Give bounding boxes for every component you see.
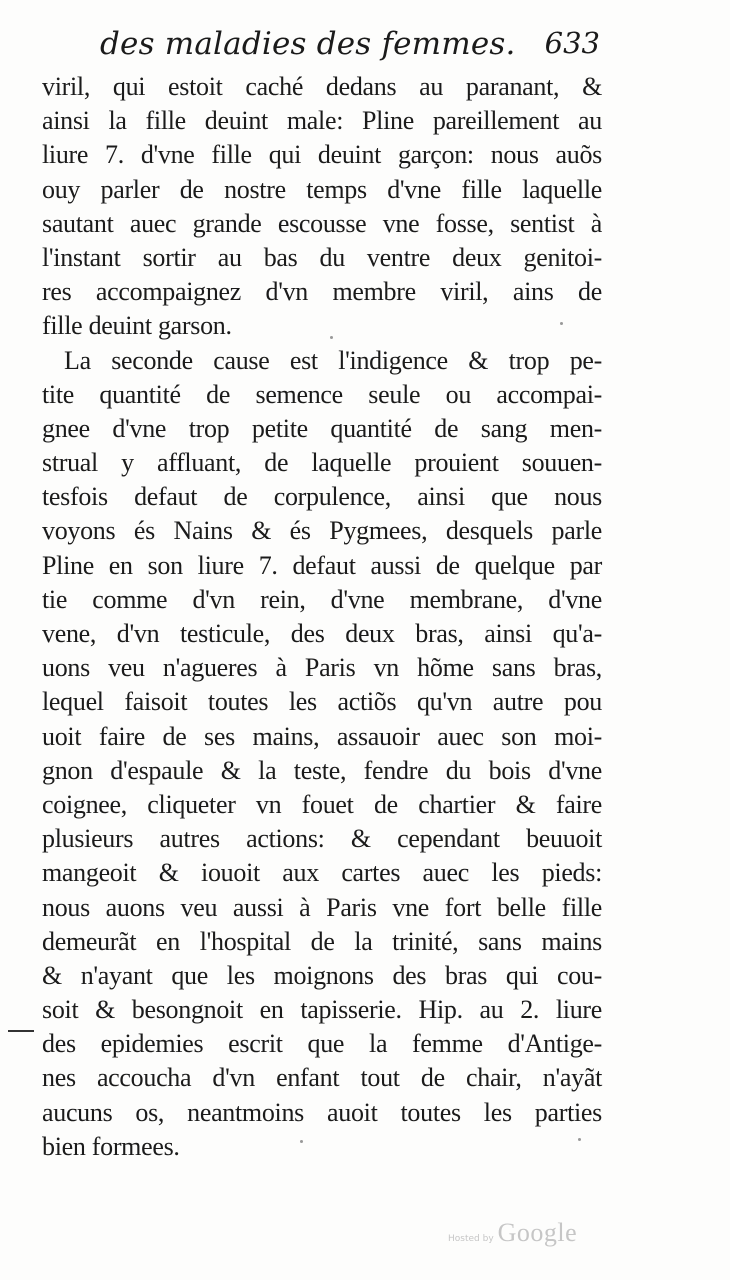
text-line-14: voyons és Nains & és Pygmees, desquels parle: [42, 516, 602, 546]
google-logo: Google: [497, 1218, 578, 1247]
hosted-by-label: Hosted by: [448, 1234, 494, 1244]
text-line-20: uoit faire de ses mains, assauoir auec son moi-: [42, 721, 602, 751]
text-line-7: res accompaignez d'vn membre viril, ains de: [42, 277, 602, 307]
text-line-23: plusieurs autres actions: & cependant beuuoit: [42, 824, 602, 854]
text-line-6: l'instant sortir au bas du ventre deux genitoi-: [42, 242, 602, 272]
text-line-13: tesfois defaut de corpulence, ainsi que nous: [42, 482, 602, 512]
text-line-26: demeurãt en l'hospital de la trinité, sans mains: [42, 926, 602, 956]
running-head: des maladies des femmes.: [100, 26, 516, 62]
page-header: [100, 26, 600, 70]
text-line-17: vene, d'vn testicule, des deux bras, ainsi qu'a-: [42, 619, 602, 648]
text-line-10: tite quantité de semence seule ou accompai-: [42, 379, 602, 409]
ink-speck: [560, 322, 563, 325]
text-line-4: ouy parler de nostre temps d'vne fille laquelle: [42, 174, 602, 204]
text-line-32: bien formees.: [42, 1131, 180, 1161]
google-watermark: [448, 1218, 598, 1252]
ink-speck: [300, 1140, 303, 1143]
ink-speck: [578, 1138, 581, 1141]
text-line-3: liure 7. d'vne fille qui deuint garçon: nous auõs: [42, 140, 602, 170]
margin-mark: [8, 1030, 34, 1032]
text-line-25: nous auons veu aussi à Paris vne fort belle fille: [42, 892, 602, 922]
text-line-5: sautant auec grande escousse vne fosse, sentist à: [42, 208, 602, 238]
text-line-30: nes accoucha d'vn enfant tout de chair, n'ayãt: [42, 1063, 602, 1093]
text-line-12: strual y affluant, de laquelle prouient souuen-: [42, 448, 602, 478]
text-line-15: Pline en son liure 7. defaut aussi de quelque par: [42, 550, 602, 580]
text-line-31: aucuns os, neantmoins auoit toutes les parties: [42, 1097, 602, 1127]
text-line-19: lequel faisoit toutes les actiõs qu'vn autre pou: [42, 687, 602, 717]
text-line-8: fille deuint garson.: [42, 311, 232, 341]
text-line-28: soit & besongnoit en tapisserie. Hip. au 2. liure: [42, 995, 602, 1025]
text-line-21: gnon d'espaule & la teste, fendre du bois d'vne: [42, 755, 602, 785]
text-line-16: tie comme d'vn rein, d'vne membrane, d'vne: [42, 584, 602, 614]
text-line-9: La seconde cause est l'indigence & trop pe-: [64, 345, 602, 375]
text-line-27: & n'ayant que les moignons des bras qui cou-: [42, 960, 602, 990]
text-line-24: mangeoit & iouoit aux cartes auec les pieds:: [42, 858, 602, 888]
text-line-22: coignee, cliqueter vn fouet de chartier & faire: [42, 789, 602, 819]
page-number: 633: [544, 26, 600, 60]
ink-speck: [330, 336, 333, 339]
text-line-2: ainsi la fille deuint male: Pline pareillement au: [42, 106, 602, 136]
text-line-1: viril, qui estoit caché dedans au paranant, &: [42, 72, 602, 101]
body-text: [42, 70, 602, 1164]
text-line-11: gnee d'vne trop petite quantité de sang men-: [42, 413, 602, 443]
text-line-29: des epidemies escrit que la femme d'Antige-: [42, 1029, 602, 1059]
text-line-18: uons veu n'agueres à Paris vn hõme sans bras,: [42, 653, 602, 683]
